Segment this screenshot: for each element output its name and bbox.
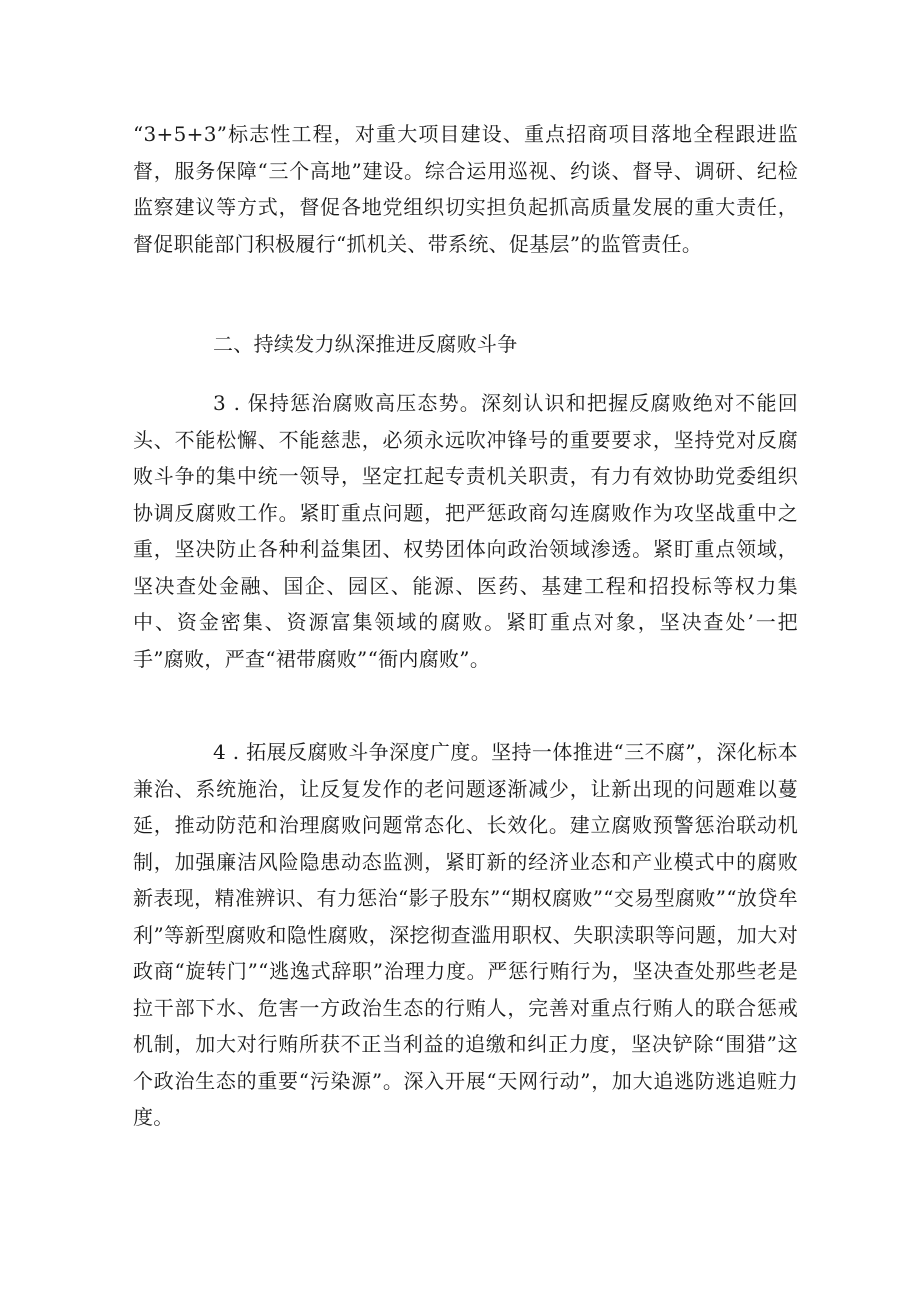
section-heading-anti-corruption: 二、持续发力纵深推进反腐败斗争: [213, 332, 518, 356]
paragraph-item-3: 3 . 保持惩治腐败高压态势。深刻认识和把握反腐败绝对不能回头、不能松懈、不能慈悲，必须永远吹冲锋号的重要要求，坚持党对反腐败斗争的集中统一领导，坚定扛起专责机关职责，有力有效协助党委组织协调反腐败工作。紧盯重点问题，把严惩政商勾连腐败作为攻坚战重中之重，坚决防止各种利益集团、权势团体向政治领域渗透。紧盯重点领域，坚决查处金融、国企、园区、能源、医药、基建工程和招投标等权力集中、资金密集、资源富集领域的腐败。紧盯重点对象，坚决查处’一把手”腐败，严查“裙带腐败”“衙内腐败”。: [133, 391, 798, 671]
paragraph-item-4: 4 . 拓展反腐败斗争深度广度。坚持一体推进“三不腐”，深化标本兼治、系统施治，让反复发作的老问题逐渐减少，让新出现的问题难以蔓延，推动防范和治理腐败问题常态化、长效化。建立腐败预警惩治联动机制，加强廉洁风险隐患动态监测，紧盯新的经济业态和产业模式中的腐败新表现，精准辨识、有力惩治“影子股东”“期权腐败”“交易型腐败”“放贷牟利”等新型腐败和隐性腐败，深挖彻查滥用职权、失职渎职等问题，加大对政商“旋转门”“逃逸式辞职”治理力度。严惩行贿行为，坚决查处那些老是拉干部下水、危害一方政治生态的行贿人，完善对重点行贿人的联合惩戒机制，加大对行贿所获不正当利益的追缴和纠正力度，坚决铲除“围猎”这个政治生态的重要“污染源”。深入开展“天网行动”，加大追逃防逃追赃力度。: [133, 740, 798, 1129]
paragraph-supervision-continuation: “3+5+3”标志性工程，对重大项目建设、重点招商项目落地全程跟进监督，服务保障“三个高地”建设。综合运用巡视、约谈、督导、调研、纪检监察建议等方式，督促各地党组织切实担负起抓高质量发展的重大责任，督促职能部门积极履行“抓机关、带系统、促基层”的监管责任。: [133, 122, 798, 256]
